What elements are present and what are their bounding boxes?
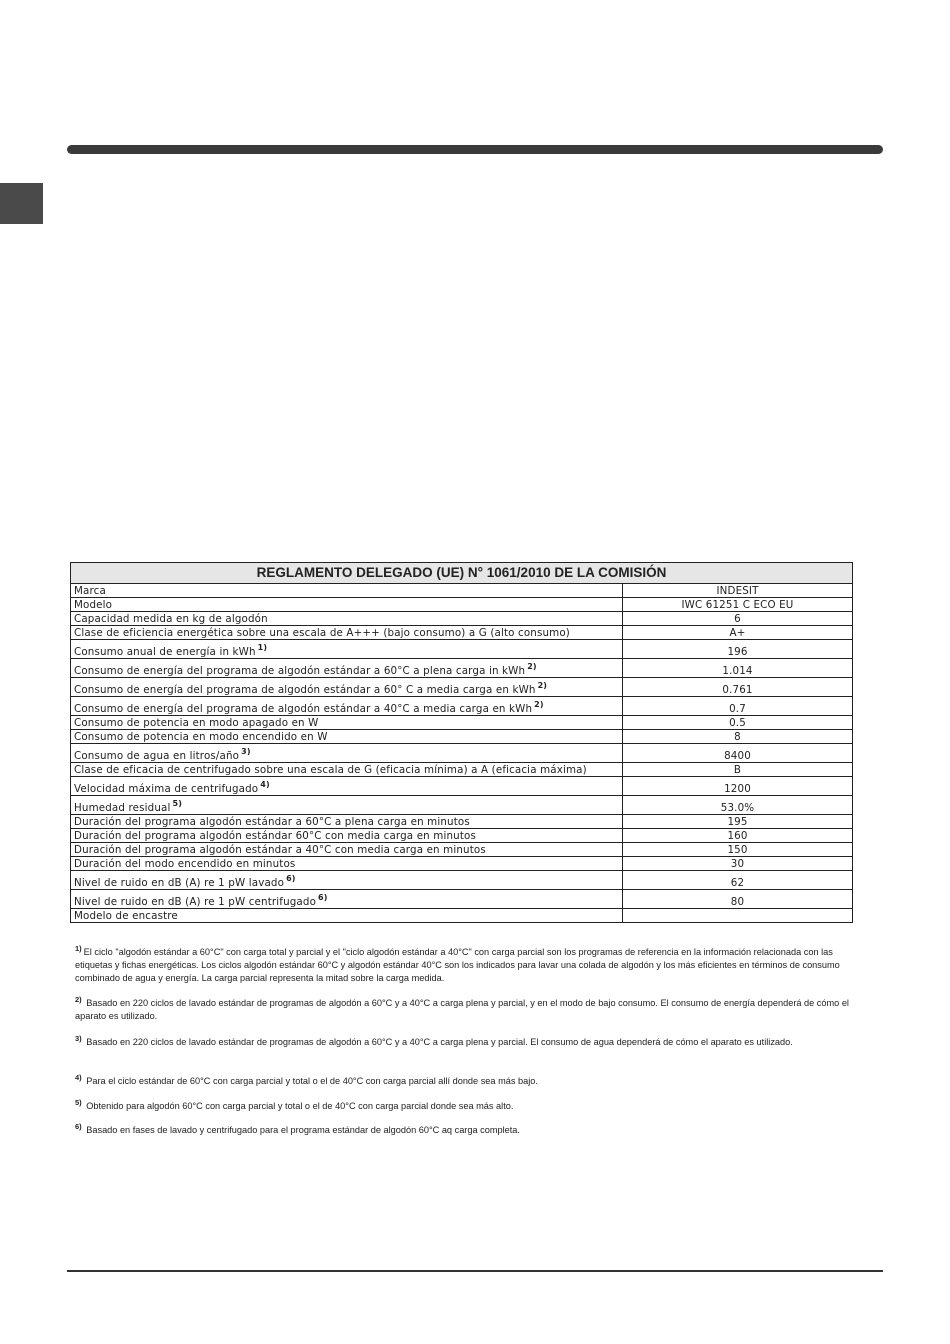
row-value: 0.7	[623, 697, 853, 716]
footnote-3: $^{3)}$ Basado en 220 ciclos de lavado estándar de programas de algodón a 60°C y a 40°C a carga plena y parcial. El consumo de agua dependerá de cómo el aparato es utilizado.	[75, 1034, 793, 1048]
row-value: 0.5	[623, 716, 853, 730]
footnote-ref: 5)	[172, 798, 183, 808]
row-label: Consumo de energía del programa de algodón estándar a 60°C a plena carga in kWh $^{2)}$	[71, 659, 623, 678]
row-label: Humedad residual $^{5)}$	[71, 796, 623, 815]
row-label: Clase de eficacia de centrifugado sobre una escala de G (eficacia mínima) a A (eficacia máxima)	[71, 763, 623, 777]
table-title-row	[71, 563, 853, 584]
table-row	[71, 857, 853, 871]
row-value: A+	[623, 626, 853, 640]
row-value: 6	[623, 612, 853, 626]
footnote-ref: 6)	[286, 873, 296, 883]
footnote-ref: 4)	[260, 779, 270, 789]
row-value: 53.0%	[623, 796, 853, 815]
row-value: IWC 61251 C ECO EU	[623, 598, 853, 612]
row-value: 1200	[623, 777, 853, 796]
table-row	[71, 678, 853, 697]
footnote-ref: 1)	[257, 642, 268, 652]
table-row	[71, 796, 853, 815]
footnote-ref: 2)	[537, 680, 548, 690]
row-value: 1.014	[623, 659, 853, 678]
row-label: Nivel de ruido en dB (A) re 1 pW lavado $^{6)}$	[71, 871, 623, 890]
table-title: REGLAMENTO DELEGADO (UE) N° 1061/2010 DE LA COMISIÓN	[71, 563, 853, 584]
table-row	[71, 598, 853, 612]
row-value: 160	[623, 829, 853, 843]
row-label: Duración del programa algodón estándar a 60°C a plena carga en minutos	[71, 815, 623, 829]
row-label: Modelo de encastre	[71, 909, 623, 923]
row-label: Duración del programa algodón estándar 60°C con media carga en minutos	[71, 829, 623, 843]
row-label: Consumo de potencia en modo apagado en W	[71, 716, 623, 730]
row-value: 0.761	[623, 678, 853, 697]
row-label: Nivel de ruido en dB (A) re 1 pW centrifugado $^{6)}$	[71, 890, 623, 909]
top-divider-bar	[67, 145, 883, 154]
row-label: Duración del modo encendido en minutos	[71, 857, 623, 871]
table-row	[71, 829, 853, 843]
table-row	[71, 584, 853, 598]
table-row	[71, 763, 853, 777]
row-value: 150	[623, 843, 853, 857]
table-row	[71, 890, 853, 909]
row-label: Clase de eficiencia energética sobre una escala de A+++ (bajo consumo) a G (alto consumo)	[71, 626, 623, 640]
row-value: B	[623, 763, 853, 777]
regulation-spec-table	[70, 562, 853, 923]
row-value: 62	[623, 871, 853, 890]
row-label: Consumo de energía del programa de algodón estándar a 40°C a media carga en kWh $^{2)}$	[71, 697, 623, 716]
footnote-6: $^{6)}$ Basado en fases de lavado y centrifugado para el programa estándar de algodón 60°C aq carga completa.	[75, 1122, 520, 1136]
table-row	[71, 716, 853, 730]
table-row	[71, 871, 853, 890]
footnote-2: $^{2)}$ Basado en 220 ciclos de lavado estándar de programas de algodón a 60°C y a 40°C a carga plena y parcial, y en el modo de bajo consumo. El consumo de energía dependerá de cómo el aparato es utilizado.	[75, 995, 849, 1022]
row-label: Duración del programa algodón estándar a 40°C con media carga en minutos	[71, 843, 623, 857]
table-row	[71, 612, 853, 626]
table-row	[71, 777, 853, 796]
footnote-ref: 6)	[318, 892, 328, 902]
table-row	[71, 909, 853, 923]
side-section-tab	[0, 183, 43, 224]
footnote-4: $^{4)}$ Para el ciclo estándar de 60°C con carga parcial y total o el de 40°C con carga parcial allí donde sea más bajo.	[75, 1073, 538, 1087]
table-row	[71, 744, 853, 763]
table-row	[71, 843, 853, 857]
footnote-ref: 2)	[527, 661, 537, 671]
row-value: 196	[623, 640, 853, 659]
table-row	[71, 730, 853, 744]
row-value: INDESIT	[623, 584, 853, 598]
row-label: Consumo de agua en litros/año $^{3)}$	[71, 744, 623, 763]
table-row	[71, 659, 853, 678]
row-value: 8400	[623, 744, 853, 763]
row-label: Consumo anual de energía in kWh $^{1)}$	[71, 640, 623, 659]
row-value: 8	[623, 730, 853, 744]
table-row	[71, 815, 853, 829]
row-label: Modelo	[71, 598, 623, 612]
table-row	[71, 697, 853, 716]
table-row	[71, 640, 853, 659]
row-label: Consumo de potencia en modo encendido en W	[71, 730, 623, 744]
row-value	[623, 909, 853, 923]
bottom-divider-line	[67, 1270, 883, 1272]
row-label: Capacidad medida en kg de algodón	[71, 612, 623, 626]
footnote-ref: 2)	[534, 699, 544, 709]
row-value: 195	[623, 815, 853, 829]
row-label: Velocidad máxima de centrifugado $^{4)}$	[71, 777, 623, 796]
footnote-5: $^{5)}$ Obtenido para algodón 60°C con carga parcial y total o el de 40°C con carga parcial donde sea más alto.	[75, 1098, 514, 1112]
footnote-1: $^{1)}$ El ciclo "algodón estándar a 60°C" con carga total y parcial y el "ciclo algodón estándar a 40°C" con carga parcial son los programas de referencia en la información relacionada con las etiquetas y fichas energéticas. Los ciclos algodón estándar 60°C y algodón estándar 40°C son los indicados para lavar una colada de algodón y los más eficientes en términos de consumo combinado de agua y energía. La carga parcial representa la mitad sobre la carga medida.	[75, 944, 840, 984]
row-value: 80	[623, 890, 853, 909]
row-label: Consumo de energía del programa de algodón estándar a 60° C a media carga en kWh $^{2)}$	[71, 678, 623, 697]
footnote-ref: 3)	[241, 746, 251, 756]
row-value: 30	[623, 857, 853, 871]
row-label: Marca	[71, 584, 623, 598]
table-row	[71, 626, 853, 640]
